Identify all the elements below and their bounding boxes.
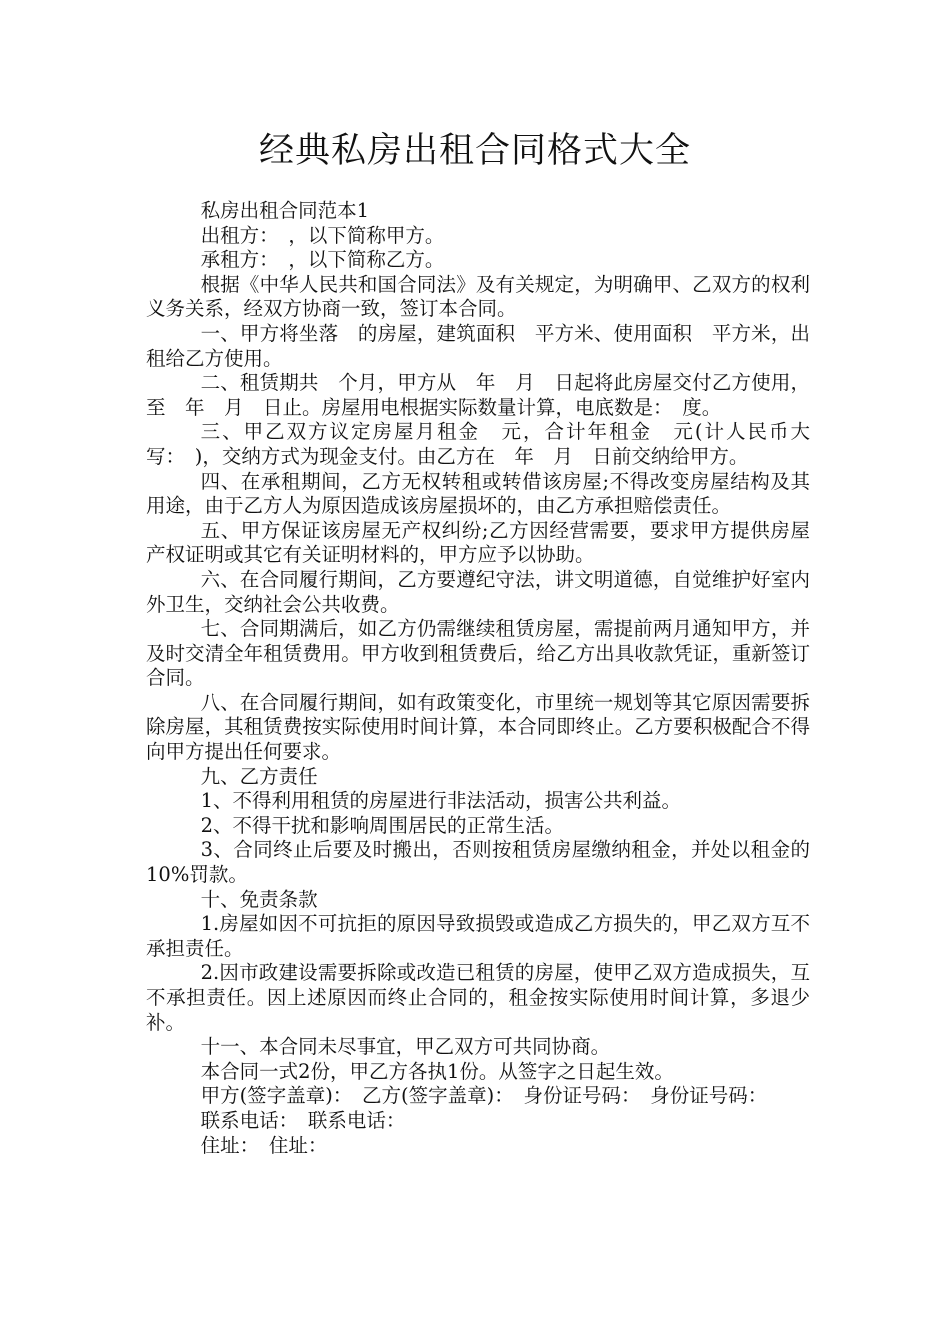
paragraph: 十一、本合同未尽事宜，甲乙双方可共同协商。 <box>200 1035 611 1059</box>
paragraph: 五、甲方保证该房屋无产权纠纷;乙方因经营需要，要求甲方提供房屋产权证明或其它有关证明材料的，甲方应予以协助。 <box>146 518 810 567</box>
paragraph: 1.房屋如因不可抗拒的原因导致损毁或造成乙方损失的，甲乙双方互不承担责任。 <box>146 912 810 960</box>
paragraph: 四、在承租期间，乙方无权转租或转借该房屋;不得改变房屋结构及其用途，由于乙方人为原因造成该房屋损坏的，由乙方承担赔偿责任。 <box>146 469 810 518</box>
paragraph: 承租方： ，以下简称乙方。 <box>200 248 445 272</box>
paragraph: 1、不得利用租赁的房屋进行非法活动，损害公共利益。 <box>200 789 682 813</box>
address-line: 住址： 住址： <box>200 1133 328 1157</box>
paragraph: 八、在合同履行期间，如有政策变化，市里统一规划等其它原因需要拆除房屋，其租赁费按实际使用时间计算，本合同即终止。乙方要积极配合不得向甲方提出任何要求。 <box>146 690 810 764</box>
document-title: 经典私房出租合同格式大全 <box>258 131 691 171</box>
signature-line: 甲方(签字盖章)： 乙方(签字盖章)： 身份证号码： 身份证号码： <box>200 1084 768 1108</box>
section-heading: 九、乙方责任 <box>200 764 318 788</box>
paragraph: 出租方： ，以下简称甲方。 <box>200 223 445 247</box>
document-body <box>146 199 810 1158</box>
paragraph: 三、甲乙双方议定房屋月租金 元，合计年租金 元(计人民币大写： )，交纳方式为现金支付。由乙方在 年 月 日前交纳给甲方。 <box>146 420 810 468</box>
paragraph: 本合同一式2份，甲乙方各执1份。从签字之日起生效。 <box>200 1059 674 1083</box>
paragraph: 2、不得干扰和影响周围居民的正常生活。 <box>200 813 565 837</box>
paragraph: 私房出租合同范本1 <box>200 199 370 222</box>
phone-line: 联系电话： 联系电话： <box>200 1108 406 1132</box>
paragraph: 根据《中华人民共和国合同法》及有关规定，为明确甲、乙双方的权利义务关系，经双方协商一致，签订本合同。 <box>146 272 810 321</box>
paragraph: 2.因市政建设需要拆除或改造已租赁的房屋，使甲乙双方造成损失，互不承担责任。因上述原因而终止合同的，租金按实际使用时间计算，多退少补。 <box>146 961 810 1034</box>
paragraph: 七、合同期满后，如乙方仍需继续租赁房屋，需提前两月通知甲方，并及时交清全年租赁费用。甲方收到租赁费后，给乙方出具收款凭证，重新签订合同。 <box>146 617 810 690</box>
paragraph: 3、合同终止后要及时搬出，否则按租赁房屋缴纳租金，并处以租金的10%罚款。 <box>146 838 810 887</box>
paragraph: 二、租赁期共 个月，甲方从 年 月 日起将此房屋交付乙方使用，至 年 月 日止。房屋用电根据实际数量计算，电底数是： 度。 <box>146 371 810 419</box>
paragraph: 一、甲方将坐落 的房屋，建筑面积 平方米、使用面积 平方米，出租给乙方使用。 <box>146 321 810 370</box>
paragraph: 六、在合同履行期间，乙方要遵纪守法，讲文明道德，自觉维护好室内外卫生，交纳社会公共收费。 <box>146 567 810 616</box>
section-heading: 十、免责条款 <box>200 887 318 911</box>
